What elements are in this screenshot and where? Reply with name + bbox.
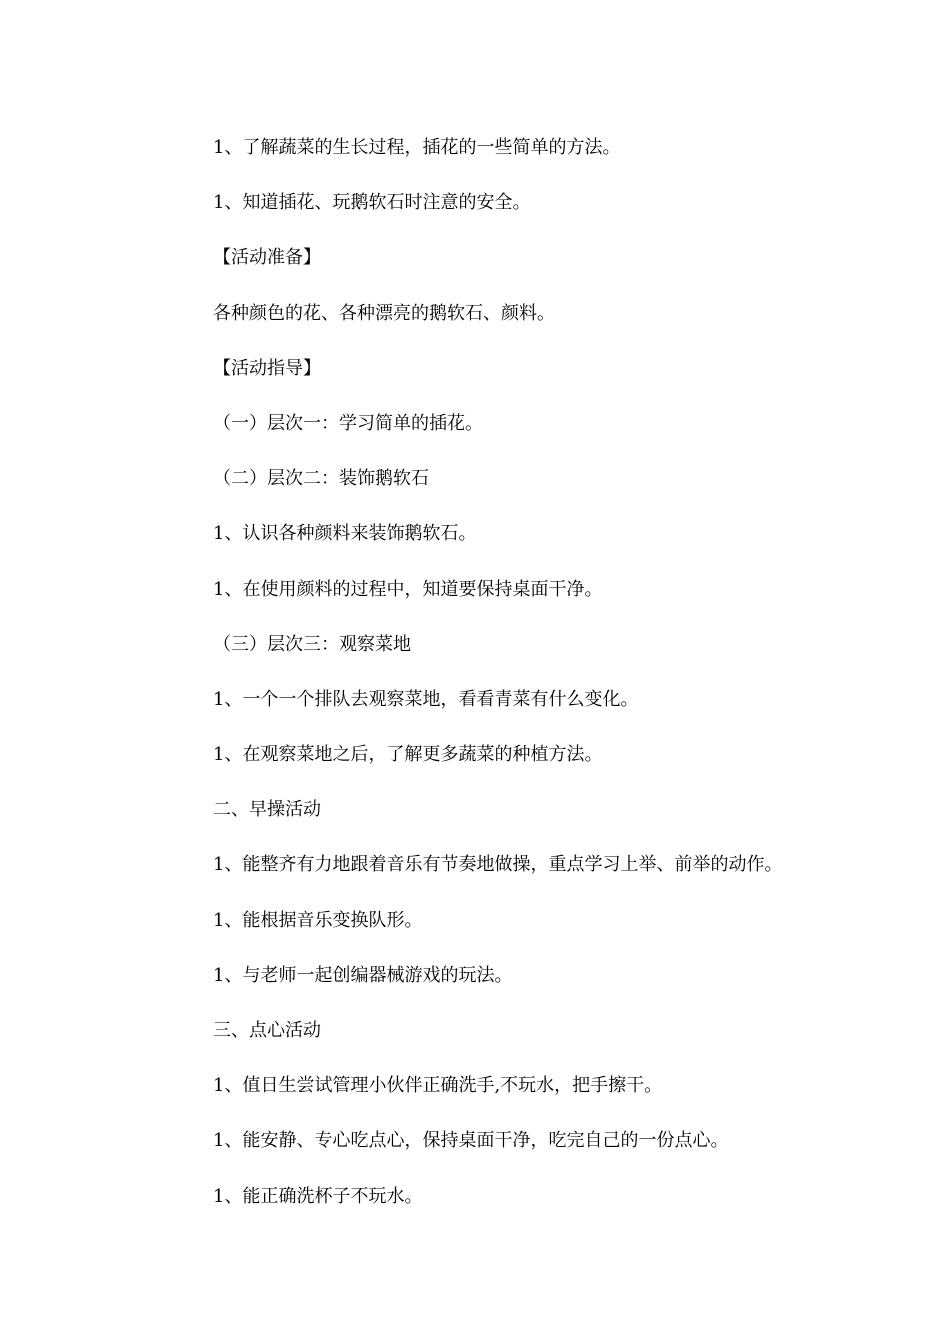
section-heading: 【活动指导】 — [213, 357, 321, 379]
paragraph-line: 1、能根据音乐变换队形。 — [213, 909, 423, 931]
paragraph-line: 1、值日生尝试管理小伙伴正确洗手,不玩水，把手擦干。 — [213, 1075, 663, 1097]
section-heading: 二、早操活动 — [213, 799, 321, 821]
paragraph-line: 1、在使用颜料的过程中，知道要保持桌面干净。 — [213, 578, 603, 600]
paragraph-line: 1、与老师一起创编器械游戏的玩法。 — [213, 964, 513, 986]
subsection-heading: （三）层次三：观察菜地 — [213, 633, 411, 655]
document-body — [213, 134, 903, 1238]
paragraph-line: 1、能安静、专心吃点心，保持桌面干净，吃完自己的一份点心。 — [213, 1130, 729, 1152]
paragraph-line: 1、了解蔬菜的生长过程，插花的一些简单的方法。 — [213, 137, 621, 158]
paragraph-line: 各种颜色的花、各种漂亮的鹅软石、颜料。 — [213, 302, 555, 324]
section-heading: 【活动准备】 — [213, 247, 321, 269]
section-heading: 三、点心活动 — [213, 1020, 321, 1041]
subsection-heading: （一）层次一：学习简单的插花。 — [213, 412, 483, 434]
paragraph-line: 1、在观察菜地之后，了解更多蔬菜的种植方法。 — [213, 744, 603, 766]
paragraph-line: 1、认识各种颜料来装饰鹅软石。 — [213, 523, 477, 545]
paragraph-line: 1、知道插花、玩鹅软石时注意的安全。 — [213, 192, 531, 214]
paragraph-line: 1、一个一个排队去观察菜地，看看青菜有什么变化。 — [213, 688, 639, 710]
subsection-heading: （二）层次二：装饰鹅软石 — [213, 468, 429, 490]
paragraph-line: 1、能正确洗杯子不玩水。 — [213, 1185, 423, 1207]
paragraph-line: 1、能整齐有力地跟着音乐有节奏地做操，重点学习上举、前举的动作。 — [213, 854, 783, 876]
